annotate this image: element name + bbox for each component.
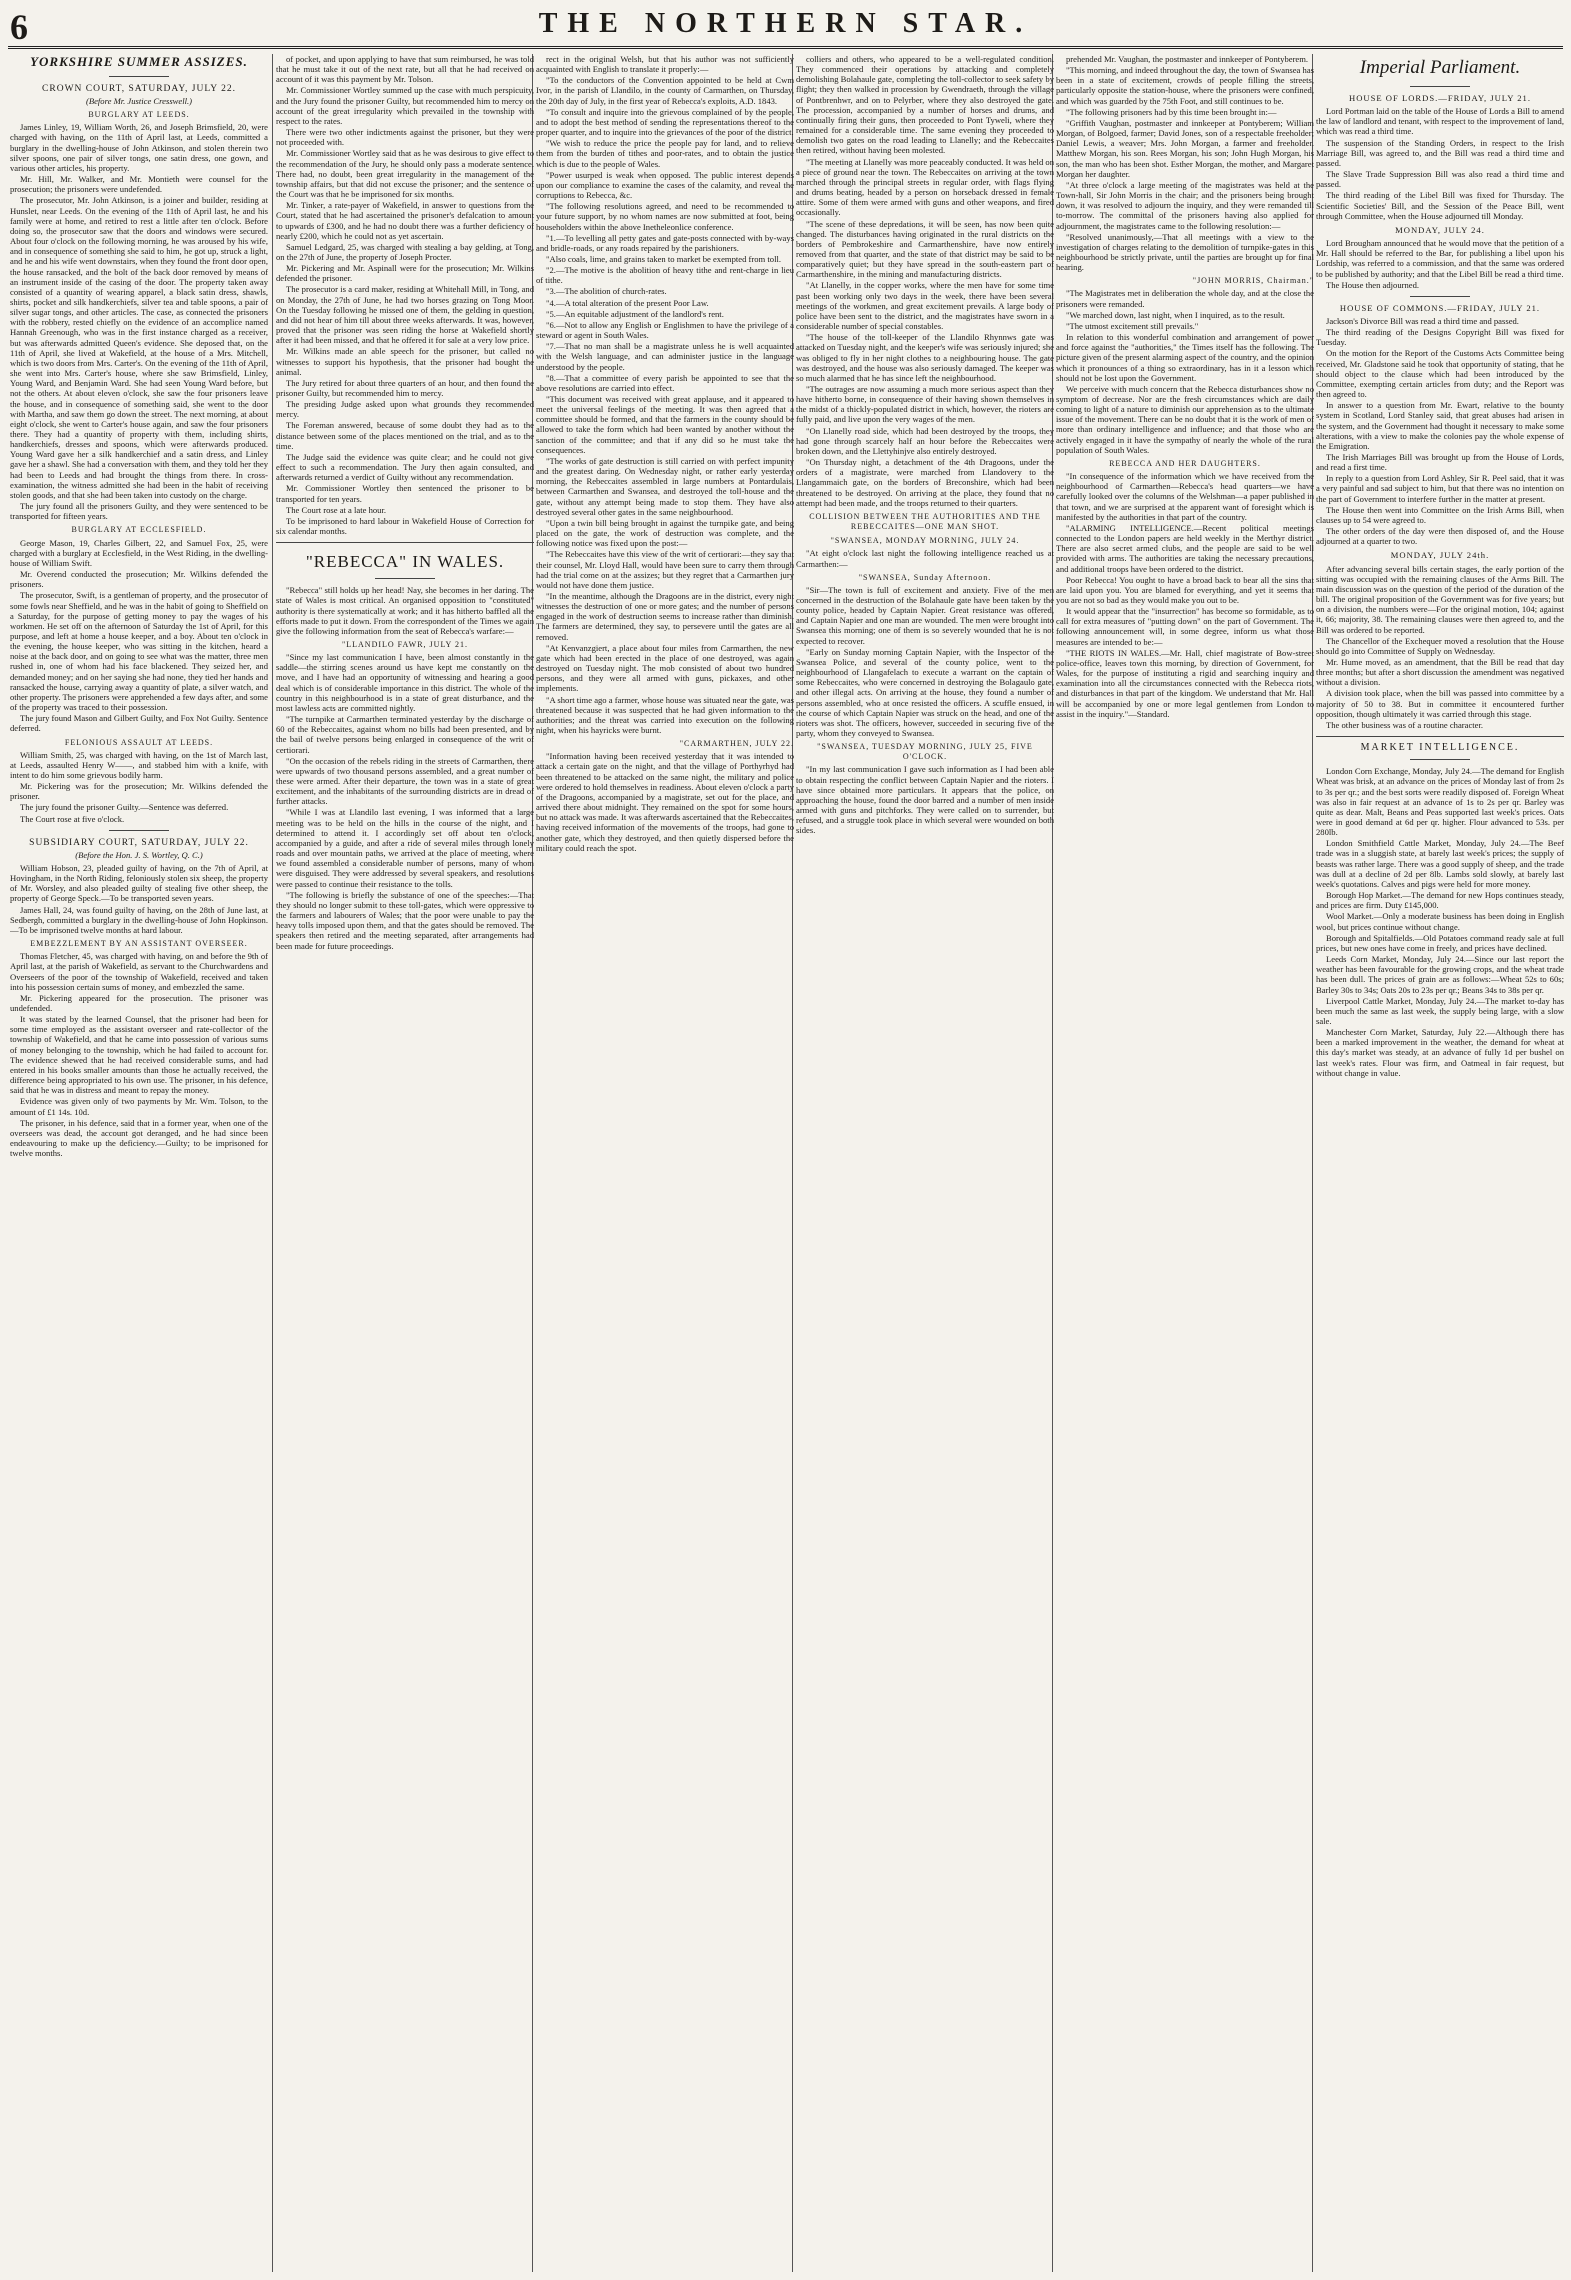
article-paragraph: "On Thursday night, a detachment of the 4th Dragoons, under the orders of a magistrate, were marched from Llandovery to the Llangammaich gate, on the borders of Breconshire, which had been threatened to be destroyed. On arriving at the place, they found that no attempt had been made, and the troops returned to their quarters.	[796, 457, 1054, 508]
case-heading: BURGLARY AT LEEDS.	[88, 110, 190, 120]
article-paragraph: It was stated by the learned Counsel, that the prisoner had been for some time employed as the assistant overseer and rate-collector of the township of Wakefield, and that he came into possession of various sums of money belonging to the township, which he had failed to account for. The evidence shewed that he had received considerable sums, and had entered in his books smaller amounts than those he actually received, the difference being appropriated to his own use. The prisoner, in his defence, said that he was in distress and meant to repay the money.	[10, 1014, 268, 1096]
article-paragraph: The Foreman answered, because of some doubt they had as to the distance between some of the places mentioned on the trial, and as to the time.	[276, 420, 534, 451]
article-paragraph: The third reading of the Designs Copyright Bill was fixed for Tuesday.	[1316, 327, 1564, 348]
dateline: "SWANSEA, MONDAY MORNING, JULY 24.	[830, 536, 1020, 546]
article-paragraph: Lord Brougham announced that he would move that the petition of a Mr. Hall should be referred to the Bar, for publishing a libel upon his Lordship, was referred to a commission, and that the same was ordered to be published by authority; and that the Libel Bill be read a third time.	[1316, 238, 1564, 279]
article-paragraph: "The house of the toll-keeper of the Llandilo Rhynnws gate was attacked on Tuesday night, and the keeper's wife was seriously injured; she was obliged to fly in her night clothes to a neighbouring house. The gate was destroyed, and the house was also seriously damaged. The keeper was so much alarmed that he has since left the neighbourhood.	[796, 332, 1054, 383]
article-paragraph: The presiding Judge asked upon what grounds they recommended mercy.	[276, 399, 534, 420]
column-6	[1316, 54, 1564, 2272]
divider	[109, 830, 169, 831]
article-paragraph: "To the conductors of the Convention appointed to be held at Cwm Ivor, in the parish of Llandilo, in the county of Carmarthen, on Thursday, the 20th day of July, in the first year of Rebecca's exploits, A.D. 1843.	[536, 75, 794, 106]
article-paragraph: William Hobson, 23, pleaded guilty of having, on the 7th of April, at Hovingham, in the North Riding, feloniously stolen six sheep, the property of Mr. Worsley, and also pleaded guilty of stealing five other sheep, the property of George Speck.—To be transported seven years.	[10, 862, 268, 904]
article-paragraph: "This document was received with great applause, and it appeared to meet the universal feelings of the meeting. It was then agreed that a committee should be formed, and that the farmers in the county should be allowed to take the form which had been wanted by another without the sanction of the committee; and that if any did so he must take the consequences.	[536, 394, 794, 455]
article-paragraph: "To consult and inquire into the grievous complained of by the people, and to adopt the best method of sending the representations thereof to the proper quarter, and to inquire into the grievances of the poor of the district.	[536, 106, 794, 138]
section-heading-assizes: YORKSHIRE SUMMER ASSIZES.	[30, 54, 248, 69]
article-paragraph: "The utmost excitement still prevails."	[1066, 320, 1199, 331]
article-paragraph: The Irish Marriages Bill was brought up from the House of Lords, and read a first time.	[1316, 452, 1564, 473]
article-paragraph: "In consequence of the information which we have received from the neighbourhood of Carmarthen—Rebecca's head quarters—we have carefully looked over the columns of the Welshman—a paper published in that town, and we are surprised at the apparent want of foresight which is manifested by the authorities in that part of the country.	[1056, 471, 1314, 522]
divider	[1410, 759, 1470, 760]
newspaper-title: THE NORTHERN STAR.	[538, 8, 1033, 39]
article-paragraph: A division took place, when the bill was passed into committee by a majority of 50 to 38. But in committee it encountered further opposition, though ultimately it was carried through this stage.	[1316, 688, 1564, 719]
article-paragraph: After advancing several bills certain stages, the early portion of the sitting was occupied with the remaining clauses of the Arms Bill. The main discussion was on the question of the period of the duration of the bill. The original proposition of the Government was for five years; but on a division, the numbers were—For the original motion, 104; against it, 66; majority, 38. The remaining clauses were then agreed to, and the Bill was ordered to be reported.	[1316, 563, 1564, 635]
article-paragraph: Mr. Hume moved, as an amendment, that the Bill be read that day three months; but after a short discussion the amendment was negatived without a division.	[1316, 656, 1564, 688]
article-paragraph: William Smith, 25, was charged with having, on the 1st of March last, at Leeds, assaulted Henry W——, and stabbed him with a knife, with intent to do him some grievous bodily harm.	[10, 749, 268, 780]
date-heading: MONDAY, JULY 24th.	[1390, 550, 1490, 561]
article-paragraph: "This morning, and indeed throughout the day, the town of Swansea has been in a state of excitement, crowds of people filling the streets, particularly opposite the station-house, where the prisoners were confined, and which was guarded by the 75th Foot, and still continues to be.	[1056, 65, 1314, 106]
court-heading: CROWN COURT, SATURDAY, JULY 22.	[42, 84, 236, 94]
article-paragraph: Mr. Wilkins made an able speech for the prisoner, but called no witnesses to support his hypothesis, that the prisoner had bought the animal.	[276, 346, 534, 377]
article-paragraph: The Judge said the evidence was quite clear; and he could not give effect to such a recommendation. The Jury then again consulted, and afterwards returned a verdict of Guilty without any recommendation.	[276, 451, 534, 483]
article-paragraph: "A short time ago a farmer, whose house was situated near the gate, was threatened because it was suspected that he had given information to the authorities; and the threat was carried into execution on the following night, when his hayricks were burnt.	[536, 694, 794, 735]
divider	[375, 578, 435, 579]
article-paragraph: "ALARMING INTELLIGENCE.—Recent political meetings connected to the London papers are held weekly in the Merthyr district. There are also secret armed clubs, and the people are said to be well provided with arms. The authorities are taking the necessary precautions, and additional troops have been ordered to the district.	[1056, 522, 1314, 574]
resolution-item: "6.—Not to allow any English or Englishmen to have the privilege of a steward or agent in South Wales.	[536, 319, 794, 341]
resolution-item: "4.—A total alteration of the present Poor Law.	[546, 297, 709, 308]
article-paragraph: The prosecutor is a card maker, residing at Whitehall Mill, in Tong, and on Monday, the 27th of June, he had two horses grazing on Tong Moor. On the Tuesday following he missed one of them, the gelding in question, and did not hear of him till about three weeks afterwards. It was, however, proved that the prisoner was seen riding the horse at Wakefield shortly after it had been missed, and that he offered it for sale at a very low price.	[276, 284, 534, 346]
article-paragraph: The prosecutor, Mr. John Atkinson, is a joiner and builder, residing at Hunslet, near Leeds. On the evening of the 11th of April last, he and his family were at home, and retired to rest a little after ten o'clock. Before doing so, the prosecutor saw that the doors and windows were secured. About four o'clock on the following morning, he was aroused by his wife, and in consequence of something she said to him, he got up, struck a light, and he and his wife went downstairs, when they found the front door open, the house ransacked, and the bolt of the back door removed by means of an instrument inside of the casing of the door. The property taken away consisted of a quantity of wearing apparel, a black satin dress, shawls, shirts, pocket and silk handkerchiefs, silver tea and table spoons, a pair of silver sugar tongs, and other articles. The case, as connected the prisoners with the robbery, rested chiefly on the evidence of an accomplice named Hannah Greenough, who was in the first instance charged as a receiver, but was afterwards admitted Queen's evidence. She deposed that, on the 11th of April, she lived at Wakefield, at the house of a Mrs. Mitchell, which is two doors from Mrs. Carter's. On the evening of the 11th of April, she went into Mrs. Carter's house, where she saw Brimsfield, Linley, Young Ward, and Benjamin Ward. She had seen Young Ward before, but not the others. At about eleven o'clock, she saw the four prisoners leave the house, and in consequence of something said, she went to the door with Martha, and saw them go down the street. The next morning, at about eight o'clock, she went to Carter's house again, and saw the four prisoners there. They had a quantity of property with them, including shirts, handkerchiefs, dresses and spoons, which were afterwards produced. Young Ward gave her a silk handkerchief and a satin dress, and Linley gave her a shawl. She had a conversation with them, and they told her they had been to Leeds and had brought the things from there. In cross-examination, the witness admitted she had been in the habit of receiving stolen goods, and that she had been taken into custody on the charge.	[10, 195, 268, 500]
article-paragraph: We perceive with much concern that the Rebecca disturbances show no symptom of decrease. Nor are the fresh circumstances which are daily coming to light of a nature to diminish our apprehension as to the ultimate issue of the movement. There can be no doubt that it is the work of men of more than ordinary intelligence and influence; and that those who are actively engaged in it have the sympathy of nearly the whole of the rural population of South Wales.	[1056, 383, 1314, 455]
case-heading: FELONIOUS ASSAULT AT LEEDS.	[64, 737, 214, 747]
section-heading-market: MARKET INTELLIGENCE.	[1360, 742, 1520, 754]
market-report: Manchester Corn Market, Saturday, July 22.—Although there has been a marked improvement in the weather, the demand for wheat at this day's market was steady, at an advance of fully 1d per bushel on last week's rates. Flour was firm, and Oatmeal in fair request, but without change in value.	[1316, 1027, 1564, 1078]
dateline: "CARMARTHEN, JULY 22.	[679, 739, 794, 749]
article-paragraph: rect in the original Welsh, but that his author was not sufficiently acquainted with English to translate it properly:—	[536, 54, 794, 75]
article-paragraph: "At three o'clock a large meeting of the magistrates was held at the Town-hall, Sir John Morris in the chair; and the prisoners being brought down, it was resolved to adjourn the inquiry, and they were remanded till to-morrow. The committal of the prisoners having also applied for adjournment, the magistrates came to the following resolution:—	[1056, 179, 1314, 231]
article-paragraph: "On the occasion of the rebels riding in the streets of Carmarthen, there were upwards of two thousand persons assembled, and a great number of these were armed. After their departure, the town was in a state of great excitement, and the inhabitants of the surrounding districts are in dread of further attacks.	[276, 755, 534, 807]
article-paragraph: "The scene of these depredations, it will be seen, has now been quite changed. The disturbances having originated in the rural districts on the borders of Pembrokeshire and Carmarthenshire, have now entirely removed from that quarter, and the state of that district may be said to be comparatively quiet; but they have spread in the south-eastern part of Carmarthenshire, in the mining and manufacturing districts.	[796, 218, 1054, 280]
article-paragraph: Mr. Overend conducted the prosecution; Mr. Wilkins defended the prisoners.	[10, 569, 268, 590]
article-paragraph: "At eight o'clock last night the following intelligence reached us at Carmarthen:—	[796, 548, 1054, 569]
divider	[1410, 296, 1470, 297]
house-heading: HOUSE OF COMMONS.—FRIDAY, JULY 21.	[1339, 302, 1541, 313]
article-paragraph: In reply to a question from Lord Ashley, Sir R. Peel said, that it was a very painful and sad subject to him, but that there was no intention on the part of Government to interfere further in the matter at present.	[1316, 473, 1564, 504]
article-paragraph: The Court rose at five o'clock.	[20, 813, 125, 824]
column-5	[1056, 54, 1314, 2272]
article-paragraph: The suspension of the Standing Orders, in respect to the Irish Marriage Bill, was agreed to, and the Bill was read a third time and passed.	[1316, 137, 1564, 168]
market-report: London Corn Exchange, Monday, July 24.—The demand for English Wheat was brisk, at an advance on the prices of Monday last of from 2s to 3s per qr.; and the best sorts were readily disposed of. Foreign Wheat was also in fair request at an advance of 1s to 2s per qr. Barley was quite as dear. Malt, Beans and Peas supported last week's prices. Oats were in good demand at 6d per qr. higher. Flour advanced to 53s. per 280lb.	[1316, 766, 1564, 838]
article-paragraph: The Jury retired for about three quarters of an hour, and then found the prisoner Guilty, but recommended him to mercy.	[276, 377, 534, 398]
market-report: Borough Hop Market.—The demand for new Hops continues steady, and prices are firm. Duty £145,000.	[1316, 890, 1564, 911]
article-paragraph: The House then adjourned.	[1326, 279, 1420, 290]
article-paragraph: Poor Rebecca! You ought to have a broad back to bear all the sins that are laid upon you. You are blamed for everything, and yet it seems that you are not so bad as they would make you out to be.	[1056, 574, 1314, 605]
article-paragraph: "The turnpike at Carmarthen terminated yesterday by the discharge of 60 of the Rebeccaites, against whom no bills had been presented, and by the bail of twelve persons being enlarged in consequence of the writ of certiorari.	[276, 714, 534, 755]
article-paragraph: "While I was at Llandilo last evening, I was informed that a large meeting was to be held on the hills in the course of the night, and I determined to attend it. I accordingly set off about ten o'clock, accompanied by a guide, and after a ride of several miles through lonely roads and over mountain paths, we arrived at the place of meeting, where we found assembled a considerable number of persons, many of whom were disguised. They were addressed by several speakers, and resolutions were passed to continue their resistance to the tolls.	[276, 807, 534, 889]
article-paragraph: "The works of gate destruction is still carried on with perfect impunity and the greatest daring. On Wednesday night, or rather early yesterday morning, the Rebeccaites assembled in large numbers at Pontardulais, between Carmarthen and Swansea, and destroyed the toll-house and the gate, without any attempt being made to stop them. They have also destroyed several other gates in the same neighbourhood.	[536, 455, 794, 517]
article-paragraph: The jury found Mason and Gilbert Guilty, and Fox Not Guilty. Sentence deferred.	[10, 713, 268, 734]
divider	[1316, 736, 1564, 737]
house-heading: HOUSE OF LORDS.—FRIDAY, JULY 21.	[1349, 93, 1531, 103]
article-paragraph: Jackson's Divorce Bill was read a third time and passed.	[1326, 315, 1519, 326]
column-4	[796, 54, 1054, 2272]
article-paragraph: "The following is briefly the substance of one of the speeches:—That they should no longer submit to these toll-gates, which were oppressive to the farmers and labourers of Wales; that the poor were unable to pay the heavy tolls imposed upon them, and that the gates should be removed. The speakers then retired and the meeting separated, after arrangements had been made for future proceedings.	[276, 889, 534, 951]
article-paragraph: The other orders of the day were then disposed of, and the House adjourned at a quarter to two.	[1316, 526, 1564, 547]
article-paragraph: "In the meantime, although the Dragoons are in the district, every night witnesses the destruction of one or more gates; and the number of persons engaged in the work of destruction seems to increase rather than diminish. The farmers are determined, they say, to persevere until the gates are all removed.	[536, 590, 794, 642]
resolution-item: "3.—The abolition of church-rates.	[546, 286, 667, 297]
divider	[1410, 86, 1470, 87]
article-paragraph: "At Kenvanzgiert, a place about four miles from Carmarthen, the new gate which had been erected in the place of one destroyed, was again destroyed on Tuesday night. The mob consisted of about two hundred persons, and they were all armed with guns, pickaxes, and other implements.	[536, 642, 794, 694]
article-paragraph: The other business was of a routine character.	[1326, 719, 1484, 730]
article-paragraph: "Griffith Vaughan, postmaster and innkeeper at Pontyberem; William Morgan, of Bolgoed, farmer; David Jones, son of a respectable freeholder; Daniel Lewis, a weaver; Mrs. John Morgan, a farmer and freeholder. Matthew Morgan, his son. Rees Morgan, his son; John Hugh Morgan, his son, the man who has been shot. Esther Morgan, the mother, and Margaret Morgan her daughter.	[1056, 117, 1314, 179]
article-paragraph: The Slave Trade Suppression Bill was also read a third time and passed.	[1316, 169, 1564, 190]
article-paragraph: The jury found the prisoner Guilty.—Sentence was deferred.	[20, 802, 229, 813]
article-paragraph: Mr. Commissioner Wortley summed up the case with much perspicuity, and the Jury found the prisoner Guilty, but recommended him to mercy on account of the great irregularity which prevailed in the township with respect to the rates.	[276, 85, 534, 126]
article-paragraph: prehended Mr. Vaughan, the postmaster and innkeeper of Pontyberem.	[1066, 54, 1309, 64]
resolution-item: "2.—The motive is the abolition of heavy tithe and rent-charge in lieu of tithe.	[536, 265, 794, 286]
court-byline: (Before the Hon. J. S. Wortley, Q. C.)	[75, 849, 203, 860]
article-paragraph: The third reading of the Libel Bill was fixed for Thursday. The Scientific Societies' Bill, and the Session of the Peace Bill, went through Committee, when the House adjourned till Monday.	[1316, 190, 1564, 221]
article-paragraph: "The meeting at Llanelly was more peaceably conducted. It was held on a piece of ground near the town. The Rebeccaites on arriving at the town marched through the principal streets in regular order, with flags flying and drums beating, headed by a person on horseback dressed in female attire. Some of them were armed with guns and other weapons, and fired occasionally.	[796, 156, 1054, 218]
dateline: "SWANSEA, TUESDAY MORNING, JULY 25, FIVE O'CLOCK.	[817, 742, 1033, 762]
article-paragraph: "We marched down, last night, when I inquired, as to the result.	[1066, 309, 1285, 320]
article-paragraph: The Court rose at a late hour.	[286, 504, 386, 515]
article-paragraph: of pocket, and upon applying to have that sum reimbursed, he was told that he must take it out of the next rate, but all that he had received on account of it was this payment by Mr. Tolson.	[276, 54, 534, 85]
article-paragraph: The prisoner, in his defence, said that in a former year, when one of the overseers was dead, the account got deranged, and he had since been endeavouring to make up the deficiency.—Guilty; to be imprisoned for twelve months.	[10, 1117, 268, 1159]
resolution-item: "1.—To levelling all petty gates and gate-posts connected with by-ways and bridle-roads, or any roads repaired by the parishioners.	[536, 232, 794, 253]
article-paragraph: "The Magistrates met in deliberation the whole day, and at the close the prisoners were remanded.	[1056, 288, 1314, 309]
column-rule	[272, 54, 273, 2272]
article-paragraph: "The outrages are now assuming a much more serious aspect than they have hitherto borne, in consequence of their having shown themselves in the midst of a thickly-populated district in which, however, the rioters are fully paid, and live upon the very wages of the men.	[796, 384, 1054, 425]
resolution-item: "7.—That no man shall be a magistrate unless he is well acquainted with the Welsh language, and can administer justice in the language understood by the people.	[536, 341, 794, 372]
date-heading: MONDAY, JULY 24.	[1395, 224, 1485, 235]
masthead	[0, 0, 1571, 46]
article-paragraph: The House then went into Committee on the Irish Arms Bill, when clauses up to 54 were agreed to.	[1316, 504, 1564, 525]
article-paragraph: Thomas Fletcher, 45, was charged with having, on and before the 9th of April last, at the parish of Wakefield, as servant to the Churchwardens and Overseers of the poor of the township of Wakefield, received and taken into his possession certain sums of money, and embezzled the same.	[10, 951, 268, 992]
article-paragraph: "Information having been received yesterday that it was intended to attack a certain gate on the night, and that the village of Porthyrhyd had been threatened to be attacked on the same night, the military and police were ordered to hold themselves in readiness. About eleven o'clock a party of the Dragoons, accompanied by a magistrate, set out for the place, and arrived there about midnight. They remained on the spot for some hours, but no attack was made. It was afterwards ascertained that the Rebeccaites, having received information of the movements of the troops, had gone to another gate, which they destroyed, and then quietly dispersed before the military could reach the spot.	[536, 751, 794, 853]
article-paragraph: "THE RIOTS IN WALES.—Mr. Hall, chief magistrate of Bow-street police-office, leaves town this morning, by direction of Government, for Wales, for the purpose of instituting a rigid and searching inquiry and examination into all the circumstances connected with the Rebecca riots, and disturbances in that part of the kingdom. We understand that Mr. Hall will be accompanied by one or more legal gentlemen from London to assist in the inquiry."—Standard.	[1056, 647, 1314, 719]
column-1	[10, 54, 268, 2272]
divider	[109, 76, 169, 77]
page-number: 6	[10, 7, 28, 47]
court-byline: (Before Mr. Justice Cresswell.)	[85, 96, 193, 106]
article-paragraph: Mr. Commissioner Wortley said that as he was desirous to give effect to the recommendation of the Jury, he should only pass a moderate sentence. There had, no doubt, been great irregularity in the management of the township affairs, but that did not excuse the prisoner; and the sentence of the Court was that he be imprisoned for six months.	[276, 148, 534, 200]
signature: "JOHN MORRIS, Chairman."	[1192, 276, 1314, 286]
article-paragraph: Mr. Tinker, a rate-payer of Wakefield, in answer to questions from the Court, stated that he had ascertained the prisoner's defalcation to amount to upwards of £300, and he had no doubt there was a further deficiency of nearly £200, which he could not as yet ascertain.	[276, 200, 534, 241]
article-paragraph: In relation to this wonderful combination and arrangement of power and force against the "authorities," the Times itself has the following. The picture given of the present alarming aspect of the country, and the opinion which it pronounces of a thing so extraordinary, has in it a lesson which should not be lost upon the Government.	[1056, 332, 1314, 383]
divider	[276, 542, 534, 543]
article-paragraph: "On Llanelly road side, which had been destroyed by the troops, they had gone through scarcely half an hour before the Rebeccaites were broken down, and the Llettyhinjve also entirely destroyed.	[796, 425, 1054, 456]
market-report: Leeds Corn Market, Monday, July 24.—Since our last report the weather has been favourable for the growing crops, and the wheat trade has been dull. The prices of grain are as follows:—Wheat 52s to 60s; Barley 30s to 34s; Oats 20s to 23s per qr.; Beans 34s to 38s per qr.	[1316, 954, 1564, 995]
market-report: Borough and Spitalfields.—Old Potatoes command ready sale at full prices, but new ones have come in freely, and prices have declined.	[1316, 932, 1564, 953]
court-heading: SUBSIDIARY COURT, SATURDAY, JULY 22.	[29, 837, 249, 848]
section-heading-rebecca: "REBECCA" IN WALES.	[305, 552, 505, 572]
article-paragraph: George Mason, 19, Charles Gilbert, 22, and Samuel Fox, 25, were charged with a burglary at Ecclesfield, in the West Riding, in the dwelling-house of William Swift.	[10, 537, 268, 568]
article-paragraph: "In my last communication I gave such information as I had been able to obtain respecting the conflict between Captain Napier and the rioters. I have since obtained more particulars. It appears that the police, on approaching the house, found the door barred and a number of men inside armed with guns and pitchforks. They were called on to surrender, but refused, and a struggle took place in which several were wounded on both sides.	[796, 764, 1054, 836]
market-report: Liverpool Cattle Market, Monday, July 24.—The market to-day has been much the same as last week, the supply being large, with a slow sale.	[1316, 995, 1564, 1026]
article-paragraph: Lord Portman laid on the table of the House of Lords a Bill to amend the law of landlord and tenant, with respect to the improvement of land, which was read a third time.	[1316, 106, 1564, 137]
sub-heading-collision: COLLISION BETWEEN THE AUTHORITIES AND THE REBECCAITES—ONE MAN SHOT.	[809, 511, 1041, 532]
dateline: "SWANSEA, Sunday Afternoon.	[858, 572, 992, 582]
dateline: "LLANDILO FAWR, JULY 21.	[341, 639, 469, 649]
article-paragraph: "The Rebeccaites have this view of the writ of certiorari:—they say that their counsel, Mr. Lloyd Hall, would have been sure to carry them through had the trial come on at the assizes; but they regret that a Carmarthen jury would not have done them justice.	[536, 549, 794, 590]
sub-heading-rebecca-daughters: REBECCA AND HER DAUGHTERS.	[1109, 458, 1261, 468]
article-paragraph: It would appear that the "insurrection" has become so formidable, as to call for extra measures of "putting down" on the part of Government. The following announcement will, in some degree, inform us what those measures are intended to be:—	[1056, 606, 1314, 647]
resolution-item: "Also coals, lime, and grains taken to market be exempted from toll.	[546, 253, 781, 264]
resolution-item: "5.—An equitable adjustment of the landlord's rent.	[546, 308, 724, 319]
article-paragraph: The prosecutor, Swift, is a gentleman of property, and the prosecutor of some fowls near Sheffield, and he was in the habit of going to Sheffield on a Saturday, for the purpose of getting money to pay the wages of his workmen. He set off on the afternoon of Saturday the 1st of April, for this purpose, and left at home a house keeper, and a boy. About ten o'clock in the evening, the house keeper, who was sitting in the kitchen, heard a noise at the back door, and on going to see what was the matter, three men rushed in, one of whom had his face blackened. They seized her, and demanded money; and on her saying she had none, they tied her hands and ransacked the house, carrying away a quantity of plate, a silver watch, and other property. The prisoners were apprehended a few days after, and some of the property was traced to their possession.	[10, 590, 268, 713]
article-paragraph: "The following resolutions agreed, and need to be recommended to your future support, by no whom names are now submitted at foot, being householders within the above Inetheleonlice conference.	[536, 201, 794, 232]
article-paragraph: "At Llanelly, in the copper works, where the men have for some time past been working only two days in the week, there have been several meetings of the workmen, and great excitement prevails. A large body of police have been sent to the district, and the magistrates have sworn in a considerable number of special constables.	[796, 280, 1054, 332]
column-2	[276, 54, 534, 2272]
article-paragraph: "Power usurped is weak when opposed. The public interest depends upon our compliance to examine the cases of the calamity, and reveal the corruptions to Rebecca, &c.	[536, 169, 794, 201]
article-paragraph: James Hall, 24, was found guilty of having, on the 28th of June last, at Sedbergh, committed a burglary in the dwelling-house of John Hopkinson.—To be imprisoned twelve months at hard labour.	[10, 904, 268, 935]
masthead-rule	[8, 46, 1563, 49]
article-paragraph: "Rebecca" still holds up her head! Nay, she becomes in her daring. The state of Wales is most critical. An organised opposition to "constituted" authority is there systematically at work; and it has hitherto baffled all the efforts made to put it down. From the correspondent of the Times we again give the following information from the seat of Rebecca's warfare:—	[276, 585, 534, 636]
article-paragraph: Samuel Ledgard, 25, was charged with stealing a bay gelding, at Tong, on the 27th of June, the property of Joseph Procter.	[276, 241, 534, 262]
article-paragraph: "Upon a twin bill being brought in against the turnpike gate, and being placed on the gate, the work of destruction was complete, and the following notice was fixed upon the post:—	[536, 517, 794, 549]
article-paragraph: The jury found all the prisoners Guilty, and they were sentenced to be transported for fifteen years.	[10, 501, 268, 522]
article-paragraph: Mr. Hill, Mr. Walker, and Mr. Montieth were counsel for the prosecution; the prisoners were undefended.	[10, 174, 268, 195]
article-paragraph: James Linley, 19, William Worth, 26, and Joseph Brimsfield, 20, were charged with having, on the 11th of April last, at Leeds, committed a burglary in the dwelling-house of John Atkinson, and stolen therein two silver spoons, one pair of silver tongs, one satin dress, one gown, and various other articles, his property.	[10, 122, 268, 173]
market-report: London Smithfield Cattle Market, Monday, July 24.—The Beef trade was in a sluggish state, at barely last week's prices; the supply of beasts was rather large. There was a good supply of sheep, and the trade was dull at a decline of 2d per 8lb. Lambs sold slowly, at barely last week's quotations. Calves and pigs were held for more money.	[1316, 838, 1564, 889]
article-paragraph: In answer to a question from Mr. Ewart, relative to the bounty system in Scotland, Lord Stanley said, that great abuses had arisen in the system, and the Government had thought it necessary to make some alterations, with a view to make the colonies pay the whole expense of the Emigration.	[1316, 400, 1564, 451]
article-paragraph: There were two other indictments against the prisoner, but they were not proceeded with.	[276, 127, 534, 148]
section-heading-parliament: Imperial Parliament.	[1359, 57, 1521, 78]
article-paragraph: On the motion for the Report of the Customs Acts Committee being received, Mr. Gladstone said he took that opportunity of stating, that he should object to the clause which had been introduced by the Committee, exempting certain articles from duty; and the Report was then agreed to.	[1316, 348, 1564, 400]
case-heading: BURGLARY AT ECCLESFIELD.	[71, 525, 207, 535]
article-paragraph: To be imprisoned to hard labour in Wakefield House of Correction for six calendar months.	[276, 515, 534, 537]
case-heading: EMBEZZLEMENT BY AN ASSISTANT OVERSEER.	[30, 939, 248, 949]
market-report: Wool Market.—Only a moderate business has been doing in English wool, but prices continue without change.	[1316, 911, 1564, 932]
article-paragraph: colliers and others, who appeared to be a well-regulated condition. They commenced their operations by attacking and completely demolishing Bolahaule gate, completing the toll-collector to seek safety by flight; they then walked in procession by Gwendraeth, through the village of Pontbrenhwr, and on to Pelyrber, where they also destroyed the gate. The procession, accompanied by a number of horses and drums, and continually firing their guns, then proceeded to Pont Tyweli, where they remained for a considerable time. The same evening they proceeded to demolish two gates on the road leading to Llanelly; and the Rebeccaites then retired, without having been molested.	[796, 54, 1054, 156]
article-paragraph: "Resolved unanimously,—That all meetings with a view to the investigation of charges relating to the demolition of turnpike-gates in this neighbourhood be strictly private, until the parties are brought up for final hearing.	[1056, 231, 1314, 273]
article-paragraph: Mr. Pickering was for the prosecution; Mr. Wilkins defended the prisoner.	[10, 781, 268, 802]
article-paragraph: "Sir—The town is full of excitement and anxiety. Five of the men concerned in the destruction of the Bolahaule gate have been taken by the county police, headed by Captain Napier. Great resistance was offered, and Captain Napier and one man are wounded. The men were brought into Swansea this morning; one of them is so severely wounded that he is not expected to recover.	[796, 584, 1054, 646]
article-paragraph: "The following prisoners had by this time been brought in:—	[1066, 106, 1277, 117]
article-paragraph: "Since my last communication I have, been almost constantly in the saddle—the stirring scenes around us have kept me constantly on the move, and I have had an opportunity of witnessing and hearing a good deal which is of considerable importance in this district. The whole of the country in this neighbourhood is in a state of great disturbance, and the most lawless acts are committed nightly.	[276, 652, 534, 713]
column-3	[536, 54, 794, 2272]
article-paragraph: "We wish to reduce the price the people pay for land, and to relieve them from the burden of tithes and poor-rates, and to obtain the justice which is due to the people of Wales.	[536, 138, 794, 169]
article-paragraph: Mr. Pickering appeared for the prosecution. The prisoner was undefended.	[10, 992, 268, 1013]
article-paragraph: The Chancellor of the Exchequer moved a resolution that the House should go into Committee of Supply on Wednesday.	[1316, 635, 1564, 656]
article-paragraph: Mr. Pickering and Mr. Aspinall were for the prosecution; Mr. Wilkins defended the prisoner.	[276, 263, 534, 284]
article-paragraph: "Early on Sunday morning Captain Napier, with the Inspector of the Swansea Police, and several of the county police, went to the neighbourhood of Llangafelach to execute a warrant on the captain of some Rebeccaites, who were concerned in destroying the Bolagaulo gate, and other illegal acts. On arriving at the house, they found a number of persons assembled, who at once resisted the officers. A scuffle ensued, in the course of which Captain Napier was struck on the head, and one of the rioters was shot. The officers, however, succeeded in securing five of the party, whom they conveyed to Swansea.	[796, 646, 1054, 738]
resolution-item: "8.—That a committee of every parish be appointed to see that the above resolutions are carried into effect.	[536, 372, 794, 393]
article-paragraph: Evidence was given only of two payments by Mr. Wm. Tolson, to the amount of £1 14s. 10d.	[10, 1096, 268, 1117]
article-paragraph: Mr. Commissioner Wortley then sentenced the prisoner to be transported for ten years.	[276, 483, 534, 504]
